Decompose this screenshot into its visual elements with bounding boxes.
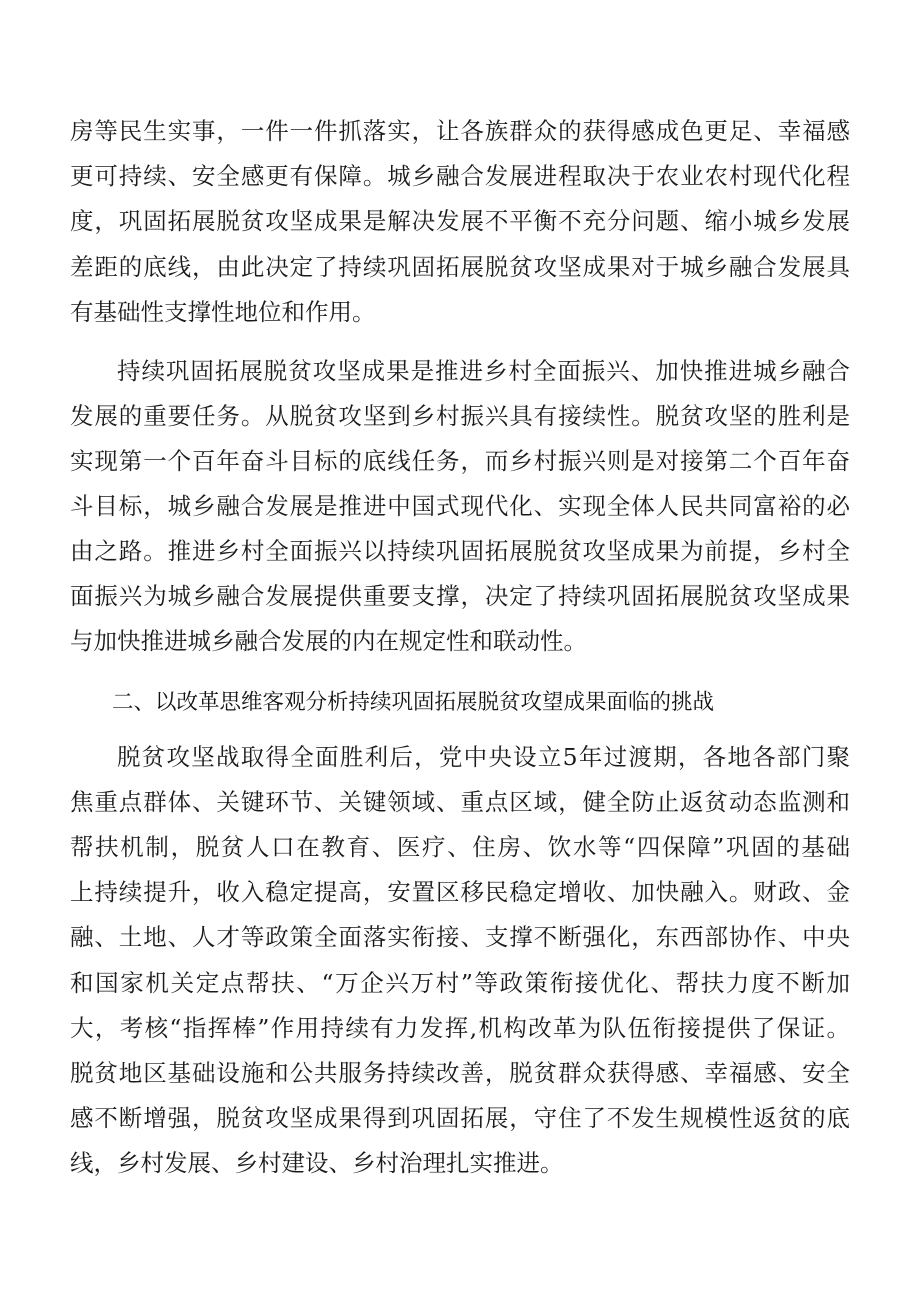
section-heading: 二、以改革思维客观分析持续巩固拓展脱贫攻望成果面临的挑战 bbox=[112, 690, 715, 715]
text-line: 房等民生实事，一件一件抓落实，让各族群众的获得感成色更足、幸福感 bbox=[70, 117, 850, 145]
text-line: 面振兴为城乡融合发展提供重要支撑，决定了持续巩固拓展脱贫攻坚成果 bbox=[70, 582, 850, 610]
text-line: 更可持续、安全感更有保障。城乡融合发展进程取决于农业农村现代化程 bbox=[70, 162, 850, 190]
text-line: 由之路。推进乡村全面振兴以持续巩固拓展脱贫攻坚成果为前提，乡村全 bbox=[70, 537, 850, 565]
text-line: 有基础性支撑性地位和作用。 bbox=[70, 298, 376, 326]
text-line: 帮扶机制，脱贫人口在教育、医疗、住房、饮水等“四保障”巩固的基础 bbox=[70, 833, 850, 861]
text-line: 脱贫攻坚战取得全面胜利后，党中央设立5年过渡期，各地各部门聚 bbox=[117, 743, 850, 771]
text-line: 斗目标，城乡融合发展是推进中国式现代化、实现全体人民共同富裕的必 bbox=[70, 492, 850, 520]
text-line: 大，考核“指挥棒”作用持续有力发挥,机构改革为队伍衔接提供了保证。 bbox=[70, 1014, 850, 1042]
text-line: 差距的底线，由此决定了持续巩固拓展脱贫攻坚成果对于城乡融合发展具 bbox=[70, 253, 850, 281]
text-line: 脱贫地区基础设施和公共服务持续改善，脱贫群众获得感、幸福感、安全 bbox=[70, 1059, 850, 1087]
text-line: 发展的重要任务。从脱贫攻坚到乡村振兴具有接续性。脱贫攻坚的胜利是 bbox=[70, 402, 850, 430]
text-line: 线，乡村发展、乡村建设、乡村治理扎实推进。 bbox=[70, 1149, 564, 1177]
text-line: 感不断增强，脱贫攻坚成果得到巩固拓展，守住了不发生规模性返贫的底 bbox=[70, 1104, 850, 1132]
text-line: 持续巩固拓展脱贫攻坚成果是推进乡村全面振兴、加快推进城乡融合 bbox=[117, 357, 850, 385]
text-line: 与加快推进城乡融合发展的内在规定性和联动性。 bbox=[70, 627, 587, 655]
text-line: 上持续提升，收入稳定提高，安置区移民稳定增收、加快融入。财政、金 bbox=[70, 878, 850, 906]
text-line: 和国家机关定点帮扶、“万企兴万村”等政策衔接优化、帮扶力度不断加 bbox=[70, 969, 850, 997]
text-line: 融、土地、人才等政策全面落实衔接、支撑不断强化，东西部协作、中央 bbox=[70, 923, 850, 951]
text-line: 实现第一个百年奋斗目标的底线任务，而乡村振兴则是对接第二个百年奋 bbox=[70, 447, 850, 475]
text-line: 焦重点群体、关键环节、关键领域、重点区域，健全防止返贫动态监测和 bbox=[70, 788, 850, 816]
text-line: 度，巩固拓展脱贫攻坚成果是解决发展不平衡不充分问题、缩小城乡发展 bbox=[70, 207, 850, 235]
